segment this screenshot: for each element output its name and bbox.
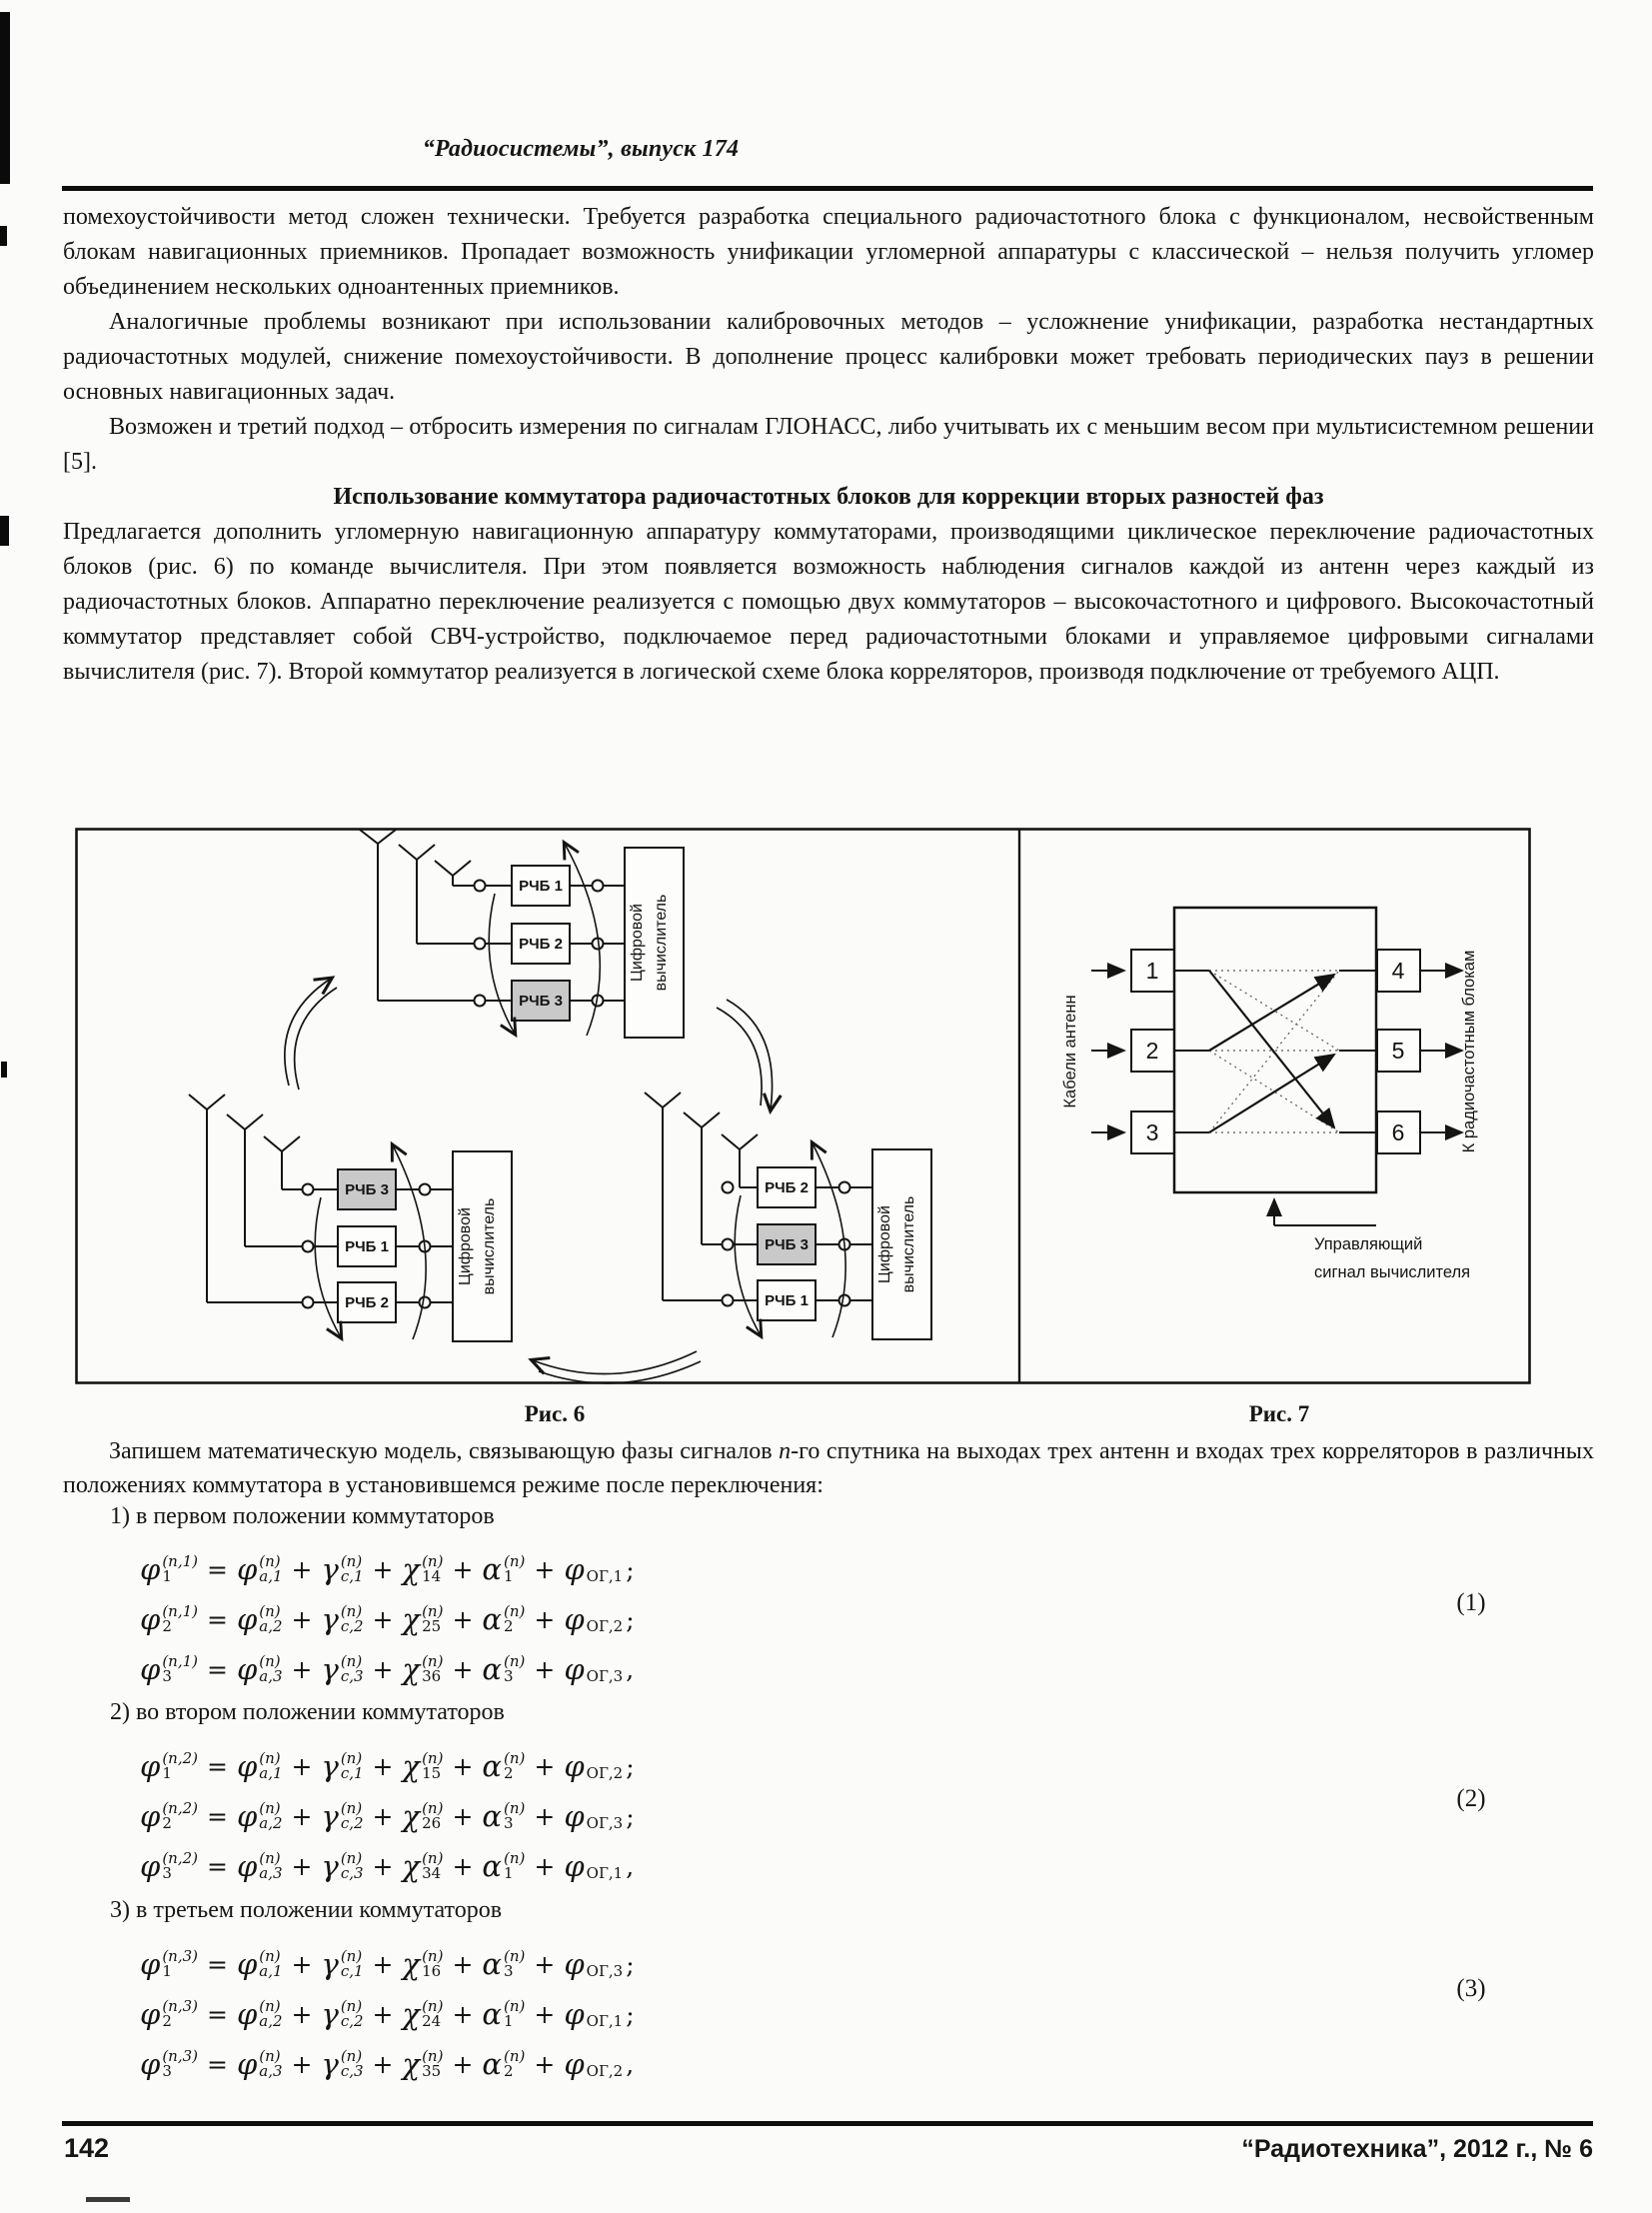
math-term: φ (n) a,1 (236, 1748, 283, 1783)
math-term: α (n) 1 (482, 1996, 526, 2031)
scan-artifact (86, 2197, 130, 2202)
fig7-switch-matrix (1061, 908, 1478, 1281)
math-term: φ (n,1) 2 (140, 1601, 198, 1636)
case-label-2: 2) во втором положении коммутаторов (110, 1699, 505, 1725)
input-port-number: 1 (1145, 958, 1159, 984)
output-port-number: 5 (1391, 1038, 1405, 1064)
math-term: χ (n) 26 (402, 1798, 444, 1833)
math-term: χ (n) 14 (402, 1551, 444, 1586)
rf-block-label: РЧБ 3 (765, 1236, 809, 1253)
scan-artifact (0, 12, 10, 184)
equation-number: (3) (1456, 1975, 1486, 2002)
math-term: γ (n) c,1 (321, 1748, 364, 1783)
equation-row: φ (n,1) 2 = φ (n) a,2 + γ (n) c,2 + χ (n) 25 + α (n) 2 + φ ОГ,2 ; (140, 1601, 635, 1636)
equation-row: φ (n,3) 1 = φ (n) a,1 + γ (n) c,1 + χ (n) 16 + α (n) 3 + φ ОГ,3 ; (140, 1946, 635, 1981)
math-term: γ (n) c,3 (321, 1651, 364, 1686)
math-term: γ (n) c,2 (321, 1601, 364, 1636)
math-term: φ (n) a,2 (236, 1601, 283, 1636)
equation-number: (2) (1456, 1785, 1486, 1812)
antenna-icon (189, 1095, 300, 1302)
figure7-caption: Рис. 7 (1248, 1401, 1310, 1426)
math-term: φ ОГ,3 (564, 1946, 624, 1981)
computer-label: Цифровой (629, 904, 646, 982)
equation-row: φ (n,3) 3 = φ (n) a,3 + γ (n) c,3 + χ (n) 35 + α (n) 2 + φ ОГ,2 , (140, 2046, 635, 2081)
input-port-number: 2 (1145, 1038, 1159, 1064)
equation-row: φ (n,2) 1 = φ (n) a,1 + γ (n) c,1 + χ (n) 15 + α (n) 2 + φ ОГ,2 ; (140, 1748, 635, 1783)
math-term: α (n) 3 (482, 1651, 526, 1686)
math-term: φ (n) a,1 (236, 1551, 283, 1586)
math-term: γ (n) c,2 (321, 1798, 364, 1833)
paragraph: помехоустойчивости метод сложен технически. Требуется разработка специального радиочастотного блока с функционалом, несвойственным блокам навигационных приемников. Пропадает возможность унификации угломерной аппаратуры с классической – нельзя получить угломер объединением нескольких одноантенных приемников. (63, 204, 1594, 300)
math-term: α (n) 3 (482, 1798, 526, 1833)
computer-label: Цифровой (457, 1207, 474, 1285)
math-term: α (n) 2 (482, 2046, 526, 2081)
rotation-arrow-bottom (533, 1351, 697, 1374)
math-term: φ (n,1) 3 (140, 1651, 198, 1686)
math-term: χ (n) 34 (402, 1848, 444, 1883)
math-term: α (n) 1 (482, 1551, 526, 1586)
math-term: φ (n,3) 3 (140, 2046, 198, 2081)
scan-artifact (1, 1062, 7, 1078)
math-term: α (n) 1 (482, 1848, 526, 1883)
rf-block-label: РЧБ 2 (519, 936, 563, 953)
page-number: 142 (64, 2133, 110, 2163)
equation-group-2 (140, 1741, 635, 1891)
math-term: φ ОГ,2 (564, 1601, 624, 1636)
math-term: α (n) 2 (482, 1748, 526, 1783)
math-term: γ (n) c,2 (321, 1996, 364, 2031)
control-signal-line (1274, 1199, 1376, 1225)
figure-svg (75, 828, 1531, 1384)
control-signal-label: Управляющий (1314, 1235, 1423, 1253)
computer-label: вычислитель (481, 1197, 498, 1295)
math-term: φ ОГ,3 (564, 1651, 624, 1686)
case-label-1: 1) в первом положении коммутаторов (110, 1503, 495, 1529)
computer-label: вычислитель (653, 894, 670, 992)
rf-block-label: РЧБ 3 (519, 993, 563, 1010)
computer-label: Цифровой (876, 1205, 893, 1283)
rotation-arrow-right (717, 1008, 762, 1106)
output-port-number: 4 (1391, 958, 1405, 984)
section-heading: Использование коммутатора радиочастотных блоков для коррекции вторых разностей фаз (333, 484, 1324, 510)
rf-block-label: РЧБ 2 (345, 1294, 389, 1311)
math-term: φ (n,3) 1 (140, 1946, 198, 1981)
math-term: φ (n) a,3 (236, 1651, 283, 1686)
math-term: χ (n) 24 (402, 1996, 444, 2031)
equation-group-3 (140, 1939, 635, 2089)
figure-panel (75, 828, 1531, 1384)
rotation-arrow-bottom (539, 1361, 701, 1383)
equation-number: (1) (1456, 1589, 1486, 1616)
journal-reference: “Радиотехника”, 2012 г., № 6 (1241, 2135, 1593, 2163)
math-term: α (n) 2 (482, 1601, 526, 1636)
rotation-arrow-right (727, 1000, 773, 1109)
math-term: χ (n) 35 (402, 2046, 444, 2081)
math-term: φ ОГ,1 (564, 1848, 624, 1883)
model-intro-text: Запишем математическую модель, связывающую фазы сигналов (109, 1438, 780, 1464)
math-term: φ (n,2) 3 (140, 1848, 198, 1883)
math-term: χ (n) 16 (402, 1946, 444, 1981)
math-term: φ ОГ,2 (564, 1748, 624, 1783)
paragraph: Предлагается дополнить угломерную навигационную аппаратуру коммутаторами, производящими циклическое переключение радиочастотных блоков (рис. 6) по команде вычислителя. При этом появляется возможность наблюдения сигналов каждой из антенн через каждый из радиочастотных блоков. Аппаратно переключение реализуется с помощью двух коммутаторов – высокочастотного и цифрового. Высокочастотный коммутатор представляет собой СВЧ-устройство, подключаемое перед радиочастотными блоками и управляемое цифровыми сигналами вычислителя (рис. 7). Второй коммутатор реализуется в логической схеме блока корреляторов, производя подключение от требуемого АЦП. (63, 519, 1594, 685)
scan-artifact (0, 226, 7, 246)
math-term: φ ОГ,3 (564, 1798, 624, 1833)
math-term: γ (n) c,1 (321, 1946, 364, 1981)
math-term: γ (n) c,3 (321, 1848, 364, 1883)
rf-block-label: РЧБ 2 (765, 1179, 809, 1196)
math-term: φ ОГ,2 (564, 2046, 624, 2081)
model-intro (63, 1434, 1594, 1502)
header-rule (62, 186, 1593, 191)
rf-block-label: РЧБ 1 (765, 1292, 809, 1309)
control-signal-label: сигнал вычислителя (1314, 1263, 1471, 1281)
rotation-arrow-left (285, 979, 331, 1086)
math-term: φ (n,3) 2 (140, 1996, 198, 2031)
equation-row: φ (n,1) 1 = φ (n) a,1 + γ (n) c,1 + χ (n) 14 + α (n) 1 + φ ОГ,1 ; (140, 1551, 635, 1586)
to-rf-blocks-label: К радиочастотным блокам (1460, 950, 1478, 1153)
math-term: φ (n) a,3 (236, 2046, 283, 2081)
antenna-icon (360, 830, 471, 1001)
footer-rule (62, 2121, 1593, 2126)
input-port-number: 3 (1145, 1119, 1159, 1145)
math-term: φ ОГ,1 (564, 1551, 624, 1586)
math-term: χ (n) 25 (402, 1601, 444, 1636)
equation-row: φ (n,1) 3 = φ (n) a,3 + γ (n) c,3 + χ (n) 36 + α (n) 3 + φ ОГ,3 , (140, 1651, 635, 1686)
antenna-cables-label: Кабели антенн (1061, 995, 1079, 1108)
math-term: φ ОГ,1 (564, 1996, 624, 2031)
output-port-number: 6 (1391, 1119, 1405, 1145)
computer-label: вычислитель (900, 1195, 917, 1293)
model-intro-text: -го спутника на выходах трех антенн и входах трех корреляторов в различных положениях коммутатора в установившемся режиме после переключения: (63, 1438, 1595, 1498)
math-term: φ (n,2) 1 (140, 1748, 198, 1783)
scan-artifact (0, 516, 9, 546)
paragraph: Возможен и третий подход – отбросить измерения по сигналам ГЛОНАСС, либо учитывать их с меньшим весом при мультисистемном решении [5]. (63, 414, 1594, 475)
math-term: χ (n) 36 (402, 1651, 444, 1686)
equation-row: φ (n,3) 2 = φ (n) a,2 + γ (n) c,2 + χ (n) 24 + α (n) 1 + φ ОГ,1 ; (140, 1996, 635, 2031)
rotation-arrow-left (295, 988, 337, 1090)
math-term: χ (n) 15 (402, 1748, 444, 1783)
rf-block-label: РЧБ 1 (519, 878, 563, 895)
math-term: φ (n) a,1 (236, 1946, 283, 1981)
satellite-index-var: n (779, 1438, 792, 1464)
equation-row: φ (n,2) 3 = φ (n) a,3 + γ (n) c,3 + χ (n) 34 + α (n) 1 + φ ОГ,1 , (140, 1848, 635, 1883)
rf-block-label: РЧБ 3 (345, 1181, 389, 1198)
figure6-caption: Рис. 6 (524, 1401, 586, 1426)
math-term: γ (n) c,3 (321, 2046, 364, 2081)
math-term: φ (n,1) 1 (140, 1551, 198, 1586)
math-term: α (n) 3 (482, 1946, 526, 1981)
equation-row: φ (n,2) 2 = φ (n) a,2 + γ (n) c,2 + χ (n) 26 + α (n) 3 + φ ОГ,3 ; (140, 1798, 635, 1833)
equation-group-1 (140, 1544, 635, 1694)
case-label-3: 3) в третьем положении коммутаторов (110, 1897, 503, 1923)
body-text (63, 200, 1594, 690)
math-term: γ (n) c,1 (321, 1551, 364, 1586)
math-term: φ (n) a,2 (236, 1996, 283, 2031)
paragraph: Аналогичные проблемы возникают при использовании калибровочных методов – усложнение унификации, разработка нестандартных радиочастотных модулей, снижение помехоустойчивости. В дополнение процесс калибровки может требовать периодических пауз в решении основных навигационных задач. (63, 309, 1594, 405)
math-term: φ (n) a,2 (236, 1798, 283, 1833)
running-head: “Радиосистемы”, выпуск 174 (422, 136, 740, 162)
rf-block-label: РЧБ 1 (345, 1238, 389, 1255)
math-term: φ (n,2) 2 (140, 1798, 198, 1833)
math-term: φ (n) a,3 (236, 1848, 283, 1883)
